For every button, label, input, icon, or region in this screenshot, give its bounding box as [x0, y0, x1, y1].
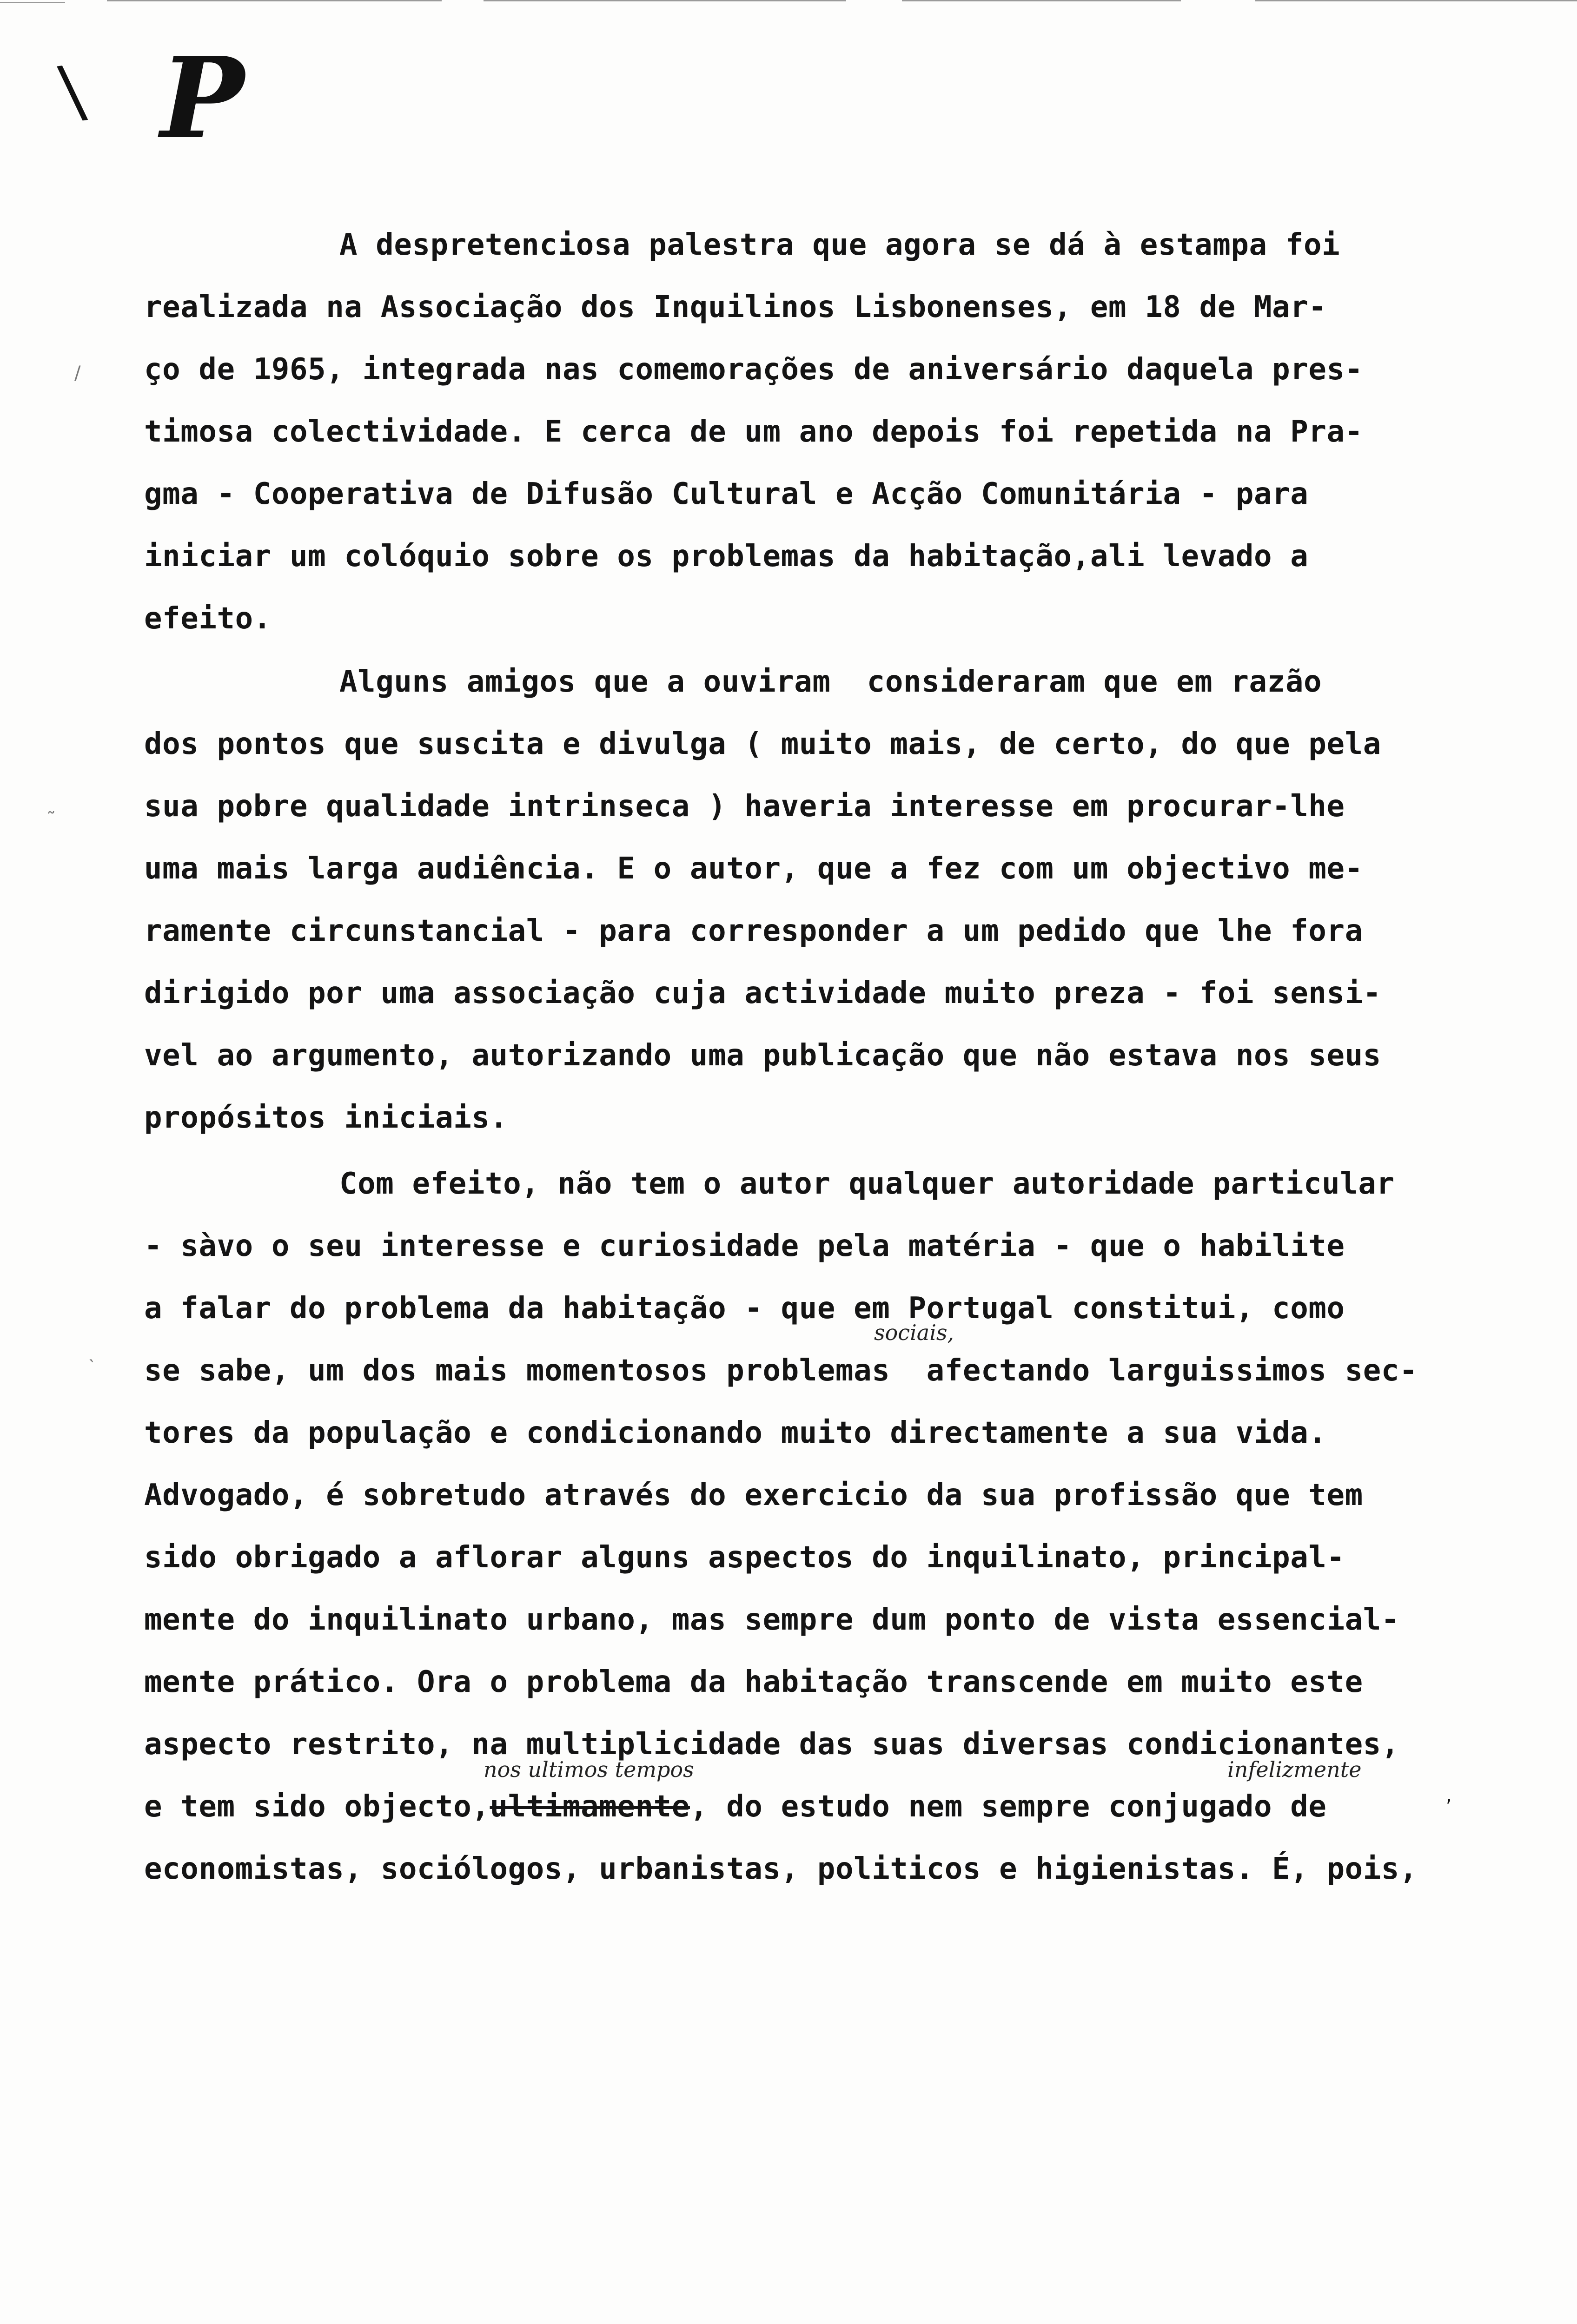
- text-line: sua pobre qualidade intrinseca ) haveria interesse em procurar-lhe: [144, 789, 1345, 824]
- text-line: iniciar um colóquio sobre os problemas da habitação,ali levado a: [144, 539, 1309, 574]
- text-line-with-correction: [144, 1776, 1492, 1838]
- text-line: propósitos iniciais.: [144, 1101, 508, 1135]
- text-line: sido obrigado a aflorar alguns aspectos do inquilinato, principal-: [144, 1540, 1345, 1575]
- text-line: Com efeito, não tem o autor qualquer autoridade particular: [339, 1167, 1395, 1201]
- struck-word: ultimamente: [490, 1789, 690, 1824]
- scan-artifact: [902, 0, 1181, 1]
- text-line: timosa colectividade. E cerca de um ano depois foi repetida na Pra-: [144, 415, 1363, 449]
- text-line: a falar do problema da habitação - que em Portugal constitui, como: [144, 1291, 1345, 1326]
- text-line: dirigido por uma associação cuja actividade muito preza - foi sensi-: [144, 976, 1381, 1010]
- text-line: realizada na Associação dos Inquilinos Lisbonenses, em 18 de Mar-: [144, 290, 1327, 324]
- text-line: efeito.: [144, 601, 272, 636]
- text-segment: , do estudo nem sempre conjugado de: [689, 1789, 1327, 1824]
- text-line: Alguns amigos que a ouviram consideraram que em razão: [339, 665, 1322, 699]
- text-line: ço de 1965, integrada nas comemorações de aniversário daquela pres-: [144, 352, 1363, 387]
- text-line: tores da população e condicionando muito directamente a sua vida.: [144, 1416, 1327, 1450]
- text-line: aspecto restrito, na multiplicidade das suas diversas condicionantes,: [144, 1727, 1400, 1762]
- text-line: Advogado, é sobretudo através do exercicio da sua profissão que tem: [144, 1478, 1363, 1512]
- document-page: \ P / ˜ ˴ , A despretenciosa palestra que agora se dá à estampa foi realizada na Associação dos Inquilinos Lisbonenses, em 18 de Mar- ço de 1965, integrada nas comemorações de aniversário daquela pres- timosa colectividade. E cerca de um ano depois foi repetida na Pra- gma - Cooperativa de Difusão Cultural e Acção Comunitária - para iniciar um colóquio sobre os problemas da habitação,ali levado a efeito. Alguns amigos que a ouviram consideraram que em razão dos pontos que suscita e divulga ( muito mais, de certo, do que pela sua pobre qualidade intrinseca ) haveria interesse em procurar-lhe uma mais larga audiência. E o autor, que a fez com um objectivo me- ramente circunstancial - para corresponder a um pedido que lhe fora dirigido por uma associação cuja actividade muito preza - foi sensi- vel ao argumento, autorizando uma publicação que não estava nos seus propósitos iniciais. Com efeito, não tem o autor qualquer autoridade particular - sàvo o seu interesse e curiosidade pela matéria - que o habilite a falar do problema da habitação - que em Portugal constitui, como se sabe, um dos mais momentosos problemas afectando larguissimos sec- tores da população e condicionando muito directamente a sua vida. Advogado, é sobretudo através do exercicio da sua profissão que tem sido obrigado a aflorar alguns aspectos do inquilinato, principal- mente do inquilinato urbano, mas sempre dum ponto de vista essencial- mente prático. Ora o problema da habitação transcende em muito este aspecto restrito, na multiplicidade das suas diversas condicionantes, e tem sido objecto,ultimamente, do estudo nem sempre conjugado de economistas, sociólogos, urbanistas, politicos e higienistas. É, pois, sociais, nos ultimos tempos infelizmente: [0, 0, 1577, 2324]
- text-line: dos pontos que suscita e divulga ( muito mais, de certo, do que pela: [144, 727, 1381, 761]
- text-line: gma - Cooperativa de Difusão Cultural e Acção Comunitária - para: [144, 477, 1309, 511]
- text-line: - sàvo o seu interesse e curiosidade pela matéria - que o habilite: [144, 1229, 1345, 1263]
- text-line: se sabe, um dos mais momentosos problemas afectando larguissimos sec-: [144, 1353, 1418, 1388]
- paragraph-1: [144, 214, 1492, 650]
- text-line: uma mais larga audiência. E o autor, que a fez com um objectivo me-: [144, 852, 1363, 886]
- text-line: mente prático. Ora o problema da habitação transcende em muito este: [144, 1665, 1363, 1699]
- text-line: mente do inquilinato urbano, mas sempre dum ponto de vista essencial-: [144, 1603, 1400, 1637]
- scan-artifact: [0, 2, 65, 3]
- paragraph-2: [144, 651, 1492, 1149]
- text-line: ramente circunstancial - para corresponder a um pedido que lhe fora: [144, 914, 1363, 948]
- scan-artifact: [1255, 0, 1577, 1]
- scan-artifact: [107, 0, 442, 1]
- handwritten-insertion-sociais: sociais,: [874, 1320, 954, 1345]
- scan-artifact: [484, 0, 846, 1]
- text-line: economistas, sociólogos, urbanistas, politicos e higienistas. É, pois,: [144, 1852, 1418, 1886]
- handwritten-insertion-infelizmente: infelizmente: [1227, 1757, 1362, 1782]
- text-line: vel ao argumento, autorizando uma publicação que não estava nos seus: [144, 1038, 1381, 1073]
- text-line: A despretenciosa palestra que agora se dá à estampa foi: [339, 228, 1340, 262]
- paragraph-3: [144, 1153, 1492, 1900]
- handwritten-insertion-nos-ultimos-tempos: nos ultimos tempos: [484, 1757, 694, 1782]
- corner-mark-initial: P: [160, 33, 245, 164]
- text-segment: e tem sido objecto,: [144, 1789, 490, 1824]
- corner-mark-slash: \: [55, 50, 90, 133]
